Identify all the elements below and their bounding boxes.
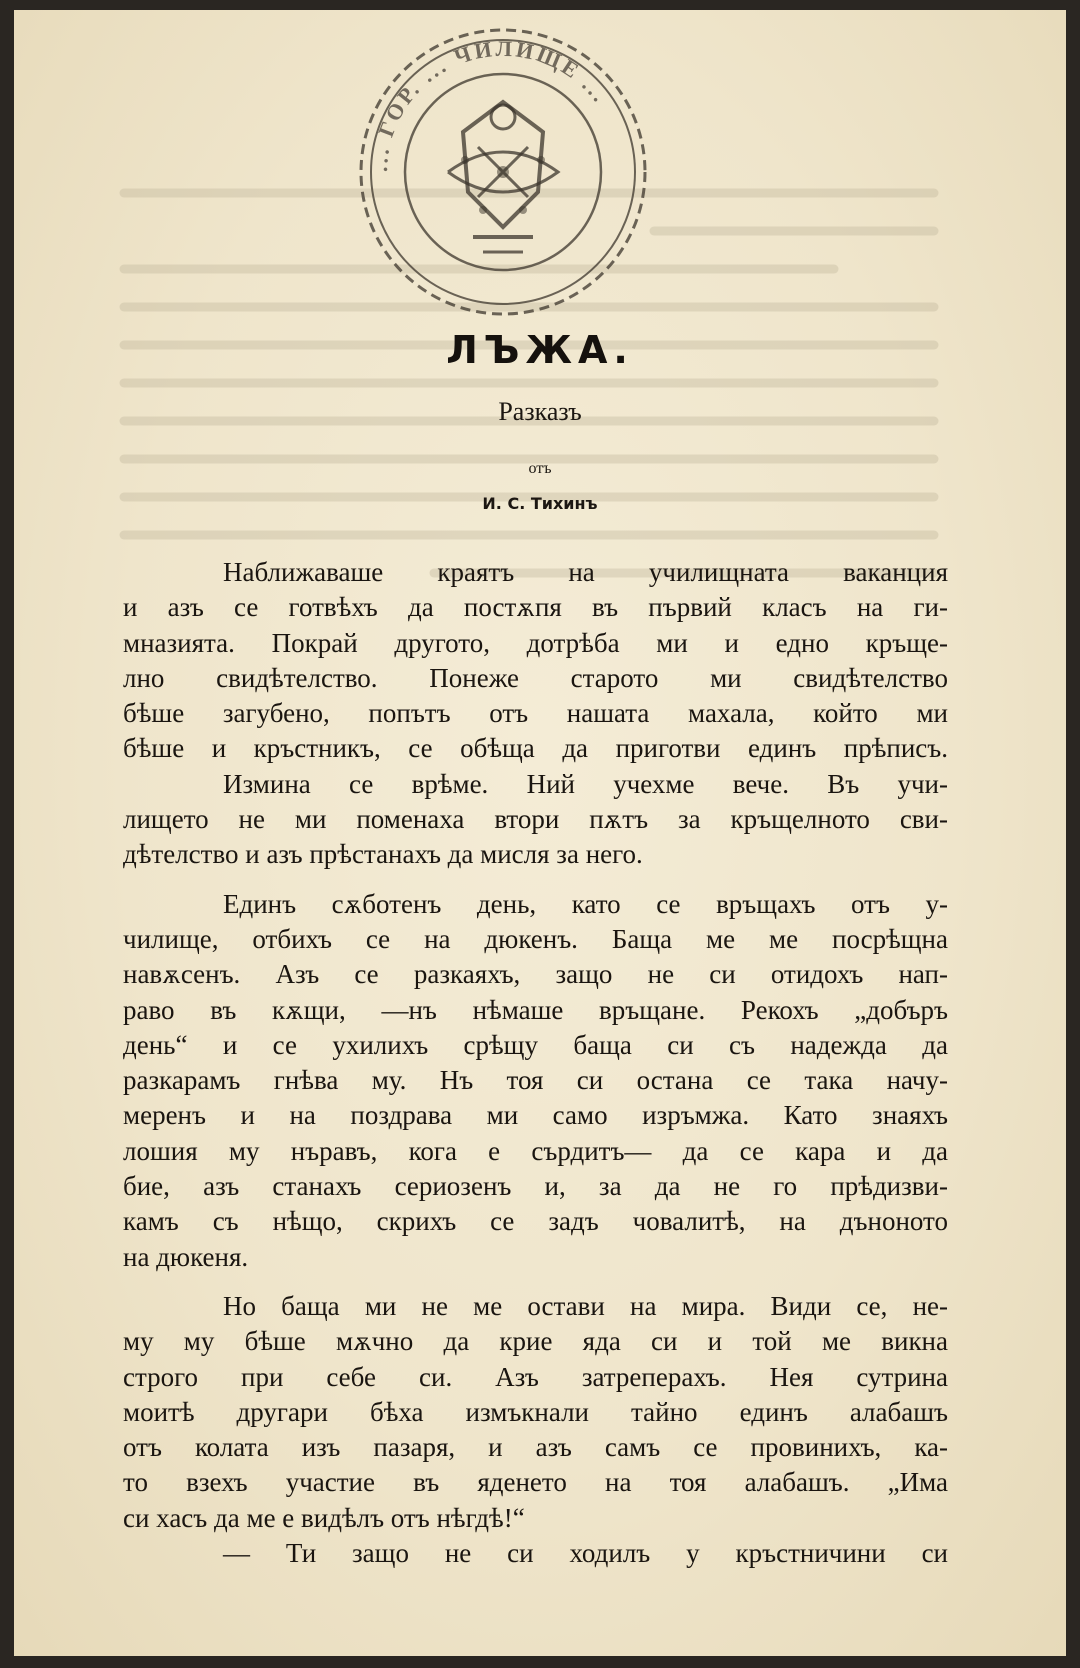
page-edge-left bbox=[0, 0, 14, 1668]
text-line: си хасъ да ме е видѣлъ отъ нѣгдѣ!“ bbox=[123, 1502, 525, 1533]
story-subtitle: Разказъ bbox=[498, 397, 582, 426]
text-line: и азъ се готвѣхъ да постѫпя въ първий класъ на ги- bbox=[123, 592, 948, 623]
text-line: отъ колата изъ пазаря, и азъ самъ се провинихъ, ка- bbox=[123, 1432, 948, 1463]
text-line: Единъ сѫботенъ день, като се връщахъ отъ у- bbox=[223, 888, 948, 919]
text-line: раво въ кѫщи, —нъ нѣмаше връщане. Рекохъ „добъръ bbox=[123, 994, 948, 1025]
text-line: строго при себе си. Азъ затреперахъ. Нея сутрина bbox=[123, 1361, 948, 1392]
page-edge-bottom bbox=[0, 1656, 1080, 1668]
text-line: бѣше загубено, попътъ отъ нашата махала, който ми bbox=[123, 698, 948, 729]
text-line: Наближаваше краятъ на училищната ваканция bbox=[223, 557, 948, 587]
text-line: на дюкеня. bbox=[123, 1241, 249, 1272]
text-line: то взехъ участие въ яденето на тоя алабашъ. „Има bbox=[123, 1467, 948, 1498]
text-line: лошия му нъравъ, кога е сърдитъ— да се кара и да bbox=[123, 1135, 948, 1166]
text-line: навѫсенъ. Азъ се разкаяхъ, защо не си отидохъ нап- bbox=[123, 959, 948, 990]
author-name: И. С. Тихинъ bbox=[482, 494, 598, 513]
text-line: — Ти защо не си ходилъ у кръстничини си bbox=[223, 1538, 948, 1569]
text-line: бѣше и кръстникъ, се обѣща да приготви единъ прѣписъ. bbox=[123, 733, 948, 764]
story-title: ЛЪЖА. bbox=[446, 328, 634, 372]
author-preposition: отъ bbox=[528, 460, 552, 477]
text-line: Но баща ми не ме остави на мира. Види се, не- bbox=[223, 1290, 948, 1321]
library-stamp bbox=[353, 22, 653, 322]
text-line: лището не ми поменаха втори пѫтъ за кръщелното сви- bbox=[123, 804, 948, 835]
stamp-inscription: ... ГОР. ... ЧИЛИЩЕ ... bbox=[366, 35, 614, 173]
page-edge-top bbox=[0, 0, 1080, 10]
text-line: моитѣ другари бѣха измъкнали тайно единъ алабашъ bbox=[123, 1396, 948, 1427]
story-text bbox=[123, 555, 948, 1571]
text-line: день“ и се ухилихъ срѣщу баща си съ надежда да bbox=[123, 1029, 948, 1060]
text-line: меренъ и на поздрава ми само изръмжа. Като знаяхъ bbox=[123, 1100, 948, 1131]
text-line: му му бѣше мѫчно да крие яда си и той ме викна bbox=[123, 1326, 948, 1357]
text-line: дѣтелство и азъ прѣстанахъ да мисля за него. bbox=[123, 839, 643, 870]
text-line: разкарамъ гнѣва му. Нъ тоя си остана се така начу- bbox=[123, 1065, 948, 1096]
text-line: бие, азъ станахъ сериозенъ и, за да не го прѣдизви- bbox=[123, 1171, 948, 1202]
text-line: мназията. Покрай другото, дотрѣба ми и едно кръщe- bbox=[123, 627, 948, 658]
text-line: лно свидѣтелство. Понеже старото ми свидѣтелство bbox=[123, 662, 948, 693]
text-line: камъ съ нѣщо, скрихъ се задъ човалитѣ, на дънoното bbox=[123, 1206, 948, 1237]
text-line: Измина се врѣме. Ний учехме вече. Въ учи- bbox=[223, 768, 948, 799]
text-line: чилище, отбихъ се на дюкенъ. Баща ме ме посрѣщна bbox=[123, 923, 948, 954]
page-edge-right bbox=[1066, 0, 1080, 1668]
